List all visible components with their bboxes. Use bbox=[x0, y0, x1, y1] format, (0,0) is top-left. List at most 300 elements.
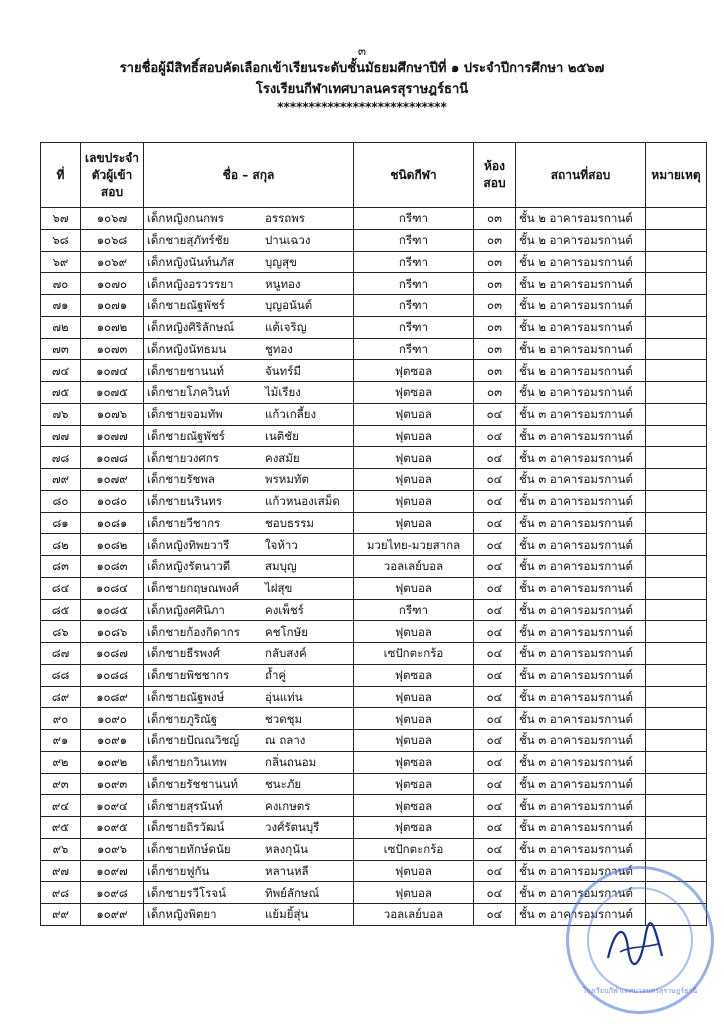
cell-name bbox=[144, 838, 354, 860]
cell-remark bbox=[646, 490, 707, 512]
table-row bbox=[41, 229, 707, 251]
last-name: ชอบธรรม bbox=[265, 515, 314, 530]
cell-exam-id: ๑๐๙๘ bbox=[81, 882, 144, 904]
cell-sport: วอลเลย์บอล bbox=[354, 556, 474, 578]
cell-venue: ชั้น ๓ อาคารอมรกานต์ bbox=[516, 621, 646, 643]
title-divider: *************************** bbox=[277, 100, 447, 114]
table-row bbox=[41, 773, 707, 795]
cell-venue: ชั้น ๒ อาคารอมรกานต์ bbox=[516, 360, 646, 382]
cell-exam-id: ๑๐๖๘ bbox=[81, 229, 144, 251]
first-name: เด็กชายวีชากร bbox=[147, 515, 221, 530]
cell-venue: ชั้น ๓ อาคารอมรกานต์ bbox=[516, 904, 646, 926]
cell-sport: เซปักตะกร้อ bbox=[354, 643, 474, 665]
first-name: เด็กชายธีรพงศ์ bbox=[147, 646, 221, 661]
cell-exam-id: ๑๐๙๑ bbox=[81, 730, 144, 752]
cell-sport: กรีฑา bbox=[354, 273, 474, 295]
cell-name bbox=[144, 904, 354, 926]
table-row bbox=[41, 316, 707, 338]
cell-no: ๘๘ bbox=[41, 664, 81, 686]
cell-remark bbox=[646, 686, 707, 708]
cell-name bbox=[144, 860, 354, 882]
table-row bbox=[41, 904, 707, 926]
cell-no: ๗๘ bbox=[41, 447, 81, 469]
cell-name bbox=[144, 251, 354, 273]
last-name: หลงกุนัน bbox=[265, 842, 308, 857]
cell-room: ๐๔ bbox=[474, 686, 516, 708]
cell-sport: ฟุตบอล bbox=[354, 447, 474, 469]
table-row bbox=[41, 817, 707, 839]
cell-remark bbox=[646, 273, 707, 295]
cell-exam-id: ๑๐๖๗ bbox=[81, 208, 144, 230]
first-name: เด็กชายชานนท์ bbox=[147, 363, 224, 378]
cell-exam-id: ๑๐๗๐ bbox=[81, 273, 144, 295]
cell-remark bbox=[646, 643, 707, 665]
cell-sport: มวยไทย-มวยสากล bbox=[354, 534, 474, 556]
cell-no: ๙๔ bbox=[41, 795, 81, 817]
cell-no: ๙๙ bbox=[41, 904, 81, 926]
cell-exam-id: ๑๐๘๓ bbox=[81, 556, 144, 578]
cell-venue: ชั้น ๓ อาคารอมรกานต์ bbox=[516, 664, 646, 686]
cell-venue: ชั้น ๓ อาคารอมรกานต์ bbox=[516, 556, 646, 578]
table-row bbox=[41, 686, 707, 708]
cell-venue: ชั้น ๓ อาคารอมรกานต์ bbox=[516, 425, 646, 447]
first-name: เด็กชายณัฐพัชร์ bbox=[147, 298, 225, 313]
table-row bbox=[41, 599, 707, 621]
cell-remark bbox=[646, 577, 707, 599]
cell-remark bbox=[646, 382, 707, 404]
cell-sport: กรีฑา bbox=[354, 338, 474, 360]
cell-remark bbox=[646, 904, 707, 926]
header-no: ที่ bbox=[41, 143, 81, 208]
cell-exam-id: ๑๐๘๑ bbox=[81, 512, 144, 534]
last-name: ทิพย์ลักษณ์ bbox=[265, 885, 320, 900]
table-row bbox=[41, 708, 707, 730]
cell-no: ๗๗ bbox=[41, 425, 81, 447]
cell-room: ๐๔ bbox=[474, 490, 516, 512]
cell-remark bbox=[646, 817, 707, 839]
cell-venue: ชั้น ๒ อาคารอมรกานต์ bbox=[516, 229, 646, 251]
cell-name bbox=[144, 447, 354, 469]
cell-sport: ฟุตบอล bbox=[354, 490, 474, 512]
cell-no: ๗๐ bbox=[41, 273, 81, 295]
first-name: เด็กชายณัฐพัชร์ bbox=[147, 428, 225, 443]
cell-exam-id: ๑๐๗๖ bbox=[81, 403, 144, 425]
cell-sport: ฟุตบอล bbox=[354, 860, 474, 882]
cell-exam-id: ๑๐๘๖ bbox=[81, 621, 144, 643]
cell-sport: เซปักตะกร้อ bbox=[354, 838, 474, 860]
cell-remark bbox=[646, 403, 707, 425]
table-row bbox=[41, 860, 707, 882]
cell-name bbox=[144, 708, 354, 730]
cell-venue: ชั้น ๓ อาคารอมรกานต์ bbox=[516, 490, 646, 512]
cell-remark bbox=[646, 751, 707, 773]
cell-venue: ชั้น ๓ อาคารอมรกานต์ bbox=[516, 882, 646, 904]
cell-remark bbox=[646, 621, 707, 643]
table-row bbox=[41, 512, 707, 534]
last-name: ชวดชุม bbox=[265, 711, 303, 726]
signature-mark bbox=[600, 918, 670, 973]
cell-no: ๘๖ bbox=[41, 621, 81, 643]
last-name: เนติชัย bbox=[265, 428, 299, 443]
cell-venue: ชั้น ๒ อาคารอมรกานต์ bbox=[516, 338, 646, 360]
table-row bbox=[41, 382, 707, 404]
table-row bbox=[41, 838, 707, 860]
first-name: เด็กชายภูริณัฐ bbox=[147, 711, 218, 726]
cell-no: ๙๐ bbox=[41, 708, 81, 730]
last-name: ใจห้าว bbox=[265, 537, 298, 552]
header-room: ห้องสอบ bbox=[474, 143, 516, 208]
cell-name bbox=[144, 773, 354, 795]
last-name: คงเกษตร bbox=[265, 798, 311, 813]
first-name: เด็กชายกวินเทพ bbox=[147, 755, 227, 770]
cell-remark bbox=[646, 556, 707, 578]
table-header-row bbox=[41, 143, 707, 208]
cell-room: ๐๔ bbox=[474, 621, 516, 643]
cell-venue: ชั้น ๓ อาคารอมรกานต์ bbox=[516, 403, 646, 425]
cell-room: ๐๓ bbox=[474, 273, 516, 295]
cell-room: ๐๔ bbox=[474, 534, 516, 556]
cell-venue: ชั้น ๓ อาคารอมรกานต์ bbox=[516, 686, 646, 708]
last-name: แก้วเกลี้ยง bbox=[265, 407, 317, 422]
last-name: พรหมทัต bbox=[265, 472, 309, 487]
cell-room: ๐๓ bbox=[474, 338, 516, 360]
cell-no: ๗๔ bbox=[41, 360, 81, 382]
first-name: เด็กหญิงนัทธมน bbox=[147, 341, 227, 356]
cell-exam-id: ๑๐๘๐ bbox=[81, 490, 144, 512]
cell-exam-id: ๑๐๗๗ bbox=[81, 425, 144, 447]
cell-exam-id: ๑๐๘๘ bbox=[81, 664, 144, 686]
first-name: เด็กชายถิรวัฒน์ bbox=[147, 820, 225, 835]
cell-venue: ชั้น ๓ อาคารอมรกานต์ bbox=[516, 795, 646, 817]
cell-room: ๐๔ bbox=[474, 469, 516, 491]
table-row bbox=[41, 882, 707, 904]
table-row bbox=[41, 447, 707, 469]
first-name: เด็กหญิงอรวรรยา bbox=[147, 276, 234, 291]
table-row bbox=[41, 208, 707, 230]
cell-venue: ชั้น ๓ อาคารอมรกานต์ bbox=[516, 708, 646, 730]
first-name: เด็กชายกฤษณพงศ์ bbox=[147, 581, 240, 596]
cell-room: ๐๔ bbox=[474, 751, 516, 773]
table-row bbox=[41, 251, 707, 273]
cell-venue: ชั้น ๓ อาคารอมรกานต์ bbox=[516, 599, 646, 621]
cell-no: ๘๐ bbox=[41, 490, 81, 512]
table-row bbox=[41, 664, 707, 686]
last-name: ชนะภัย bbox=[265, 776, 302, 791]
cell-name bbox=[144, 403, 354, 425]
last-name: คงเพ็ชร์ bbox=[265, 602, 304, 617]
cell-venue: ชั้น ๓ อาคารอมรกานต์ bbox=[516, 773, 646, 795]
first-name: เด็กชายวงศกร bbox=[147, 450, 219, 465]
cell-room: ๐๔ bbox=[474, 773, 516, 795]
cell-sport: กรีฑา bbox=[354, 251, 474, 273]
first-name: เด็กหญิงกนกพร bbox=[147, 211, 224, 226]
cell-remark bbox=[646, 664, 707, 686]
cell-no: ๗๑ bbox=[41, 295, 81, 317]
last-name: ไม้เรียง bbox=[265, 385, 301, 400]
cell-name bbox=[144, 425, 354, 447]
last-name: ถ้ำคู่ bbox=[265, 668, 287, 683]
cell-no: ๗๙ bbox=[41, 469, 81, 491]
cell-sport: วอลเลย์บอล bbox=[354, 904, 474, 926]
first-name: เด็กชายรวีโรจน์ bbox=[147, 885, 226, 900]
cell-room: ๐๓ bbox=[474, 360, 516, 382]
header-sport: ชนิดกีฬา bbox=[354, 143, 474, 208]
cell-name bbox=[144, 512, 354, 534]
last-name: ปานเฉวง bbox=[265, 233, 311, 248]
cell-room: ๐๔ bbox=[474, 730, 516, 752]
cell-venue: ชั้น ๓ อาคารอมรกานต์ bbox=[516, 751, 646, 773]
cell-remark bbox=[646, 295, 707, 317]
cell-name bbox=[144, 208, 354, 230]
cell-no: ๙๗ bbox=[41, 860, 81, 882]
cell-no: ๙๒ bbox=[41, 751, 81, 773]
last-name: หลานหลี bbox=[265, 863, 309, 878]
cell-exam-id: ๑๐๙๖ bbox=[81, 838, 144, 860]
last-name: อรรถพร bbox=[265, 211, 305, 226]
last-name: หนูทอง bbox=[265, 276, 301, 291]
cell-remark bbox=[646, 316, 707, 338]
cell-remark bbox=[646, 229, 707, 251]
cell-exam-id: ๑๐๙๗ bbox=[81, 860, 144, 882]
cell-room: ๐๔ bbox=[474, 904, 516, 926]
cell-no: ๙๕ bbox=[41, 817, 81, 839]
last-name: กลิ่นถนอม bbox=[265, 755, 317, 770]
cell-no: ๗๓ bbox=[41, 338, 81, 360]
cell-name bbox=[144, 534, 354, 556]
cell-sport: กรีฑา bbox=[354, 599, 474, 621]
first-name: เด็กชายฟูกัน bbox=[147, 863, 210, 878]
cell-no: ๘๑ bbox=[41, 512, 81, 534]
cell-name bbox=[144, 338, 354, 360]
cell-name bbox=[144, 621, 354, 643]
last-name: จันทร์มี bbox=[265, 363, 301, 378]
cell-exam-id: ๑๐๙๔ bbox=[81, 795, 144, 817]
cell-exam-id: ๑๐๗๓ bbox=[81, 338, 144, 360]
document-title bbox=[0, 58, 724, 100]
last-name: อุ่นแท่น bbox=[265, 689, 303, 704]
last-name: กลับสงค์ bbox=[265, 646, 307, 661]
cell-no: ๘๕ bbox=[41, 599, 81, 621]
first-name: เด็กหญิงพิตยา bbox=[147, 907, 217, 922]
cell-sport: ฟุตบอล bbox=[354, 512, 474, 534]
cell-name bbox=[144, 469, 354, 491]
cell-name bbox=[144, 882, 354, 904]
cell-room: ๐๓ bbox=[474, 229, 516, 251]
table-row bbox=[41, 577, 707, 599]
cell-exam-id: ๑๐๖๙ bbox=[81, 251, 144, 273]
cell-no: ๘๒ bbox=[41, 534, 81, 556]
table-row bbox=[41, 425, 707, 447]
last-name: ชูทอง bbox=[265, 341, 293, 356]
cell-exam-id: ๑๐๘๔ bbox=[81, 577, 144, 599]
cell-room: ๐๔ bbox=[474, 664, 516, 686]
table-row bbox=[41, 730, 707, 752]
cell-sport: ฟุตซอล bbox=[354, 664, 474, 686]
cell-room: ๐๔ bbox=[474, 425, 516, 447]
first-name: เด็กชายโภควินท์ bbox=[147, 385, 230, 400]
cell-room: ๐๔ bbox=[474, 599, 516, 621]
cell-name bbox=[144, 316, 354, 338]
last-name: แก้วหนองเสม็ด bbox=[265, 494, 340, 509]
table-body bbox=[41, 208, 707, 926]
cell-sport: กรีฑา bbox=[354, 229, 474, 251]
cell-venue: ชั้น ๓ อาคารอมรกานต์ bbox=[516, 577, 646, 599]
table-row bbox=[41, 643, 707, 665]
cell-exam-id: ๑๐๗๑ bbox=[81, 295, 144, 317]
last-name: บุญอนันต์ bbox=[265, 298, 313, 313]
cell-sport: ฟุตบอล bbox=[354, 708, 474, 730]
cell-sport: ฟุตบอล bbox=[354, 425, 474, 447]
cell-no: ๘๗ bbox=[41, 643, 81, 665]
cell-room: ๐๔ bbox=[474, 577, 516, 599]
cell-no: ๖๙ bbox=[41, 251, 81, 273]
table-row bbox=[41, 469, 707, 491]
cell-no: ๙๖ bbox=[41, 838, 81, 860]
first-name: เด็กหญิงนันท์นภัส bbox=[147, 254, 235, 269]
first-name: เด็กชายสุภัทร์ชัย bbox=[147, 233, 230, 248]
cell-room: ๐๔ bbox=[474, 556, 516, 578]
cell-exam-id: ๑๐๙๓ bbox=[81, 773, 144, 795]
cell-venue: ชั้น ๓ อาคารอมรกานต์ bbox=[516, 860, 646, 882]
table-row bbox=[41, 273, 707, 295]
table-row bbox=[41, 556, 707, 578]
cell-exam-id: ๑๐๗๒ bbox=[81, 316, 144, 338]
cell-sport: ฟุตบอล bbox=[354, 882, 474, 904]
table-row bbox=[41, 534, 707, 556]
first-name: เด็กหญิงรัตนาวดี bbox=[147, 559, 231, 574]
last-name: แต้เจริญ bbox=[265, 320, 307, 335]
cell-room: ๐๔ bbox=[474, 860, 516, 882]
cell-no: ๗๕ bbox=[41, 382, 81, 404]
cell-room: ๐๓ bbox=[474, 295, 516, 317]
cell-sport: ฟุตบอล bbox=[354, 686, 474, 708]
first-name: เด็กหญิงทิพยวารี bbox=[147, 537, 230, 552]
cell-exam-id: ๑๐๘๒ bbox=[81, 534, 144, 556]
cell-no: ๙๓ bbox=[41, 773, 81, 795]
cell-sport: ฟุตบอล bbox=[354, 577, 474, 599]
header-name: ชื่อ – สกุล bbox=[144, 143, 354, 208]
cell-name bbox=[144, 295, 354, 317]
cell-no: ๗๒ bbox=[41, 316, 81, 338]
cell-sport: ฟุตซอล bbox=[354, 773, 474, 795]
cell-exam-id: ๑๐๘๕ bbox=[81, 599, 144, 621]
cell-venue: ชั้น ๓ อาคารอมรกานต์ bbox=[516, 447, 646, 469]
cell-venue: ชั้น ๓ อาคารอมรกานต์ bbox=[516, 512, 646, 534]
cell-no: ๖๘ bbox=[41, 229, 81, 251]
cell-remark bbox=[646, 599, 707, 621]
cell-sport: ฟุตซอล bbox=[354, 795, 474, 817]
cell-name bbox=[144, 795, 354, 817]
cell-venue: ชั้น ๓ อาคารอมรกานต์ bbox=[516, 643, 646, 665]
table-row bbox=[41, 795, 707, 817]
last-name: บุญสุข bbox=[265, 254, 297, 269]
title-line-1: รายชื่อผู้มีสิทธิ์สอบคัดเลือกเข้าเรียนระดับชั้นมัธยมศึกษาปีที่ ๑ ประจำปีการศึกษา ๒๕๖๗ bbox=[119, 61, 605, 76]
last-name: คชโกษัย bbox=[265, 624, 308, 639]
cell-venue: ชั้น ๒ อาคารอมรกานต์ bbox=[516, 382, 646, 404]
cell-room: ๐๔ bbox=[474, 708, 516, 730]
cell-remark bbox=[646, 360, 707, 382]
cell-venue: ชั้น ๓ อาคารอมรกานต์ bbox=[516, 838, 646, 860]
cell-remark bbox=[646, 860, 707, 882]
cell-exam-id: ๑๐๙๕ bbox=[81, 817, 144, 839]
cell-sport: ฟุตบอล bbox=[354, 403, 474, 425]
cell-remark bbox=[646, 469, 707, 491]
cell-name bbox=[144, 382, 354, 404]
cell-venue: ชั้น ๒ อาคารอมรกานต์ bbox=[516, 208, 646, 230]
cell-remark bbox=[646, 730, 707, 752]
last-name: แย้มยิ้สุ่น bbox=[265, 907, 309, 922]
cell-name bbox=[144, 751, 354, 773]
first-name: เด็กชายจอมทัพ bbox=[147, 407, 223, 422]
cell-name bbox=[144, 643, 354, 665]
cell-remark bbox=[646, 534, 707, 556]
cell-venue: ชั้น ๒ อาคารอมรกานต์ bbox=[516, 316, 646, 338]
cell-remark bbox=[646, 882, 707, 904]
first-name: เด็กหญิงศิริลักษณ์ bbox=[147, 320, 235, 335]
cell-sport: ฟุตบอล bbox=[354, 730, 474, 752]
cell-exam-id: ๑๐๗๙ bbox=[81, 469, 144, 491]
seal-text: โรงเรียนกีฬาเทศบาลนครสุราษฎร์ธานี bbox=[582, 987, 698, 995]
cell-room: ๐๔ bbox=[474, 447, 516, 469]
cell-room: ๐๓ bbox=[474, 208, 516, 230]
cell-exam-id: ๑๐๙๒ bbox=[81, 751, 144, 773]
cell-name bbox=[144, 599, 354, 621]
cell-no: ๗๖ bbox=[41, 403, 81, 425]
table-row bbox=[41, 360, 707, 382]
last-name: สมบุญ bbox=[265, 559, 297, 574]
cell-remark bbox=[646, 512, 707, 534]
header-remark: หมายเหตุ bbox=[646, 143, 707, 208]
first-name: เด็กชายสุรนันท์ bbox=[147, 798, 223, 813]
cell-remark bbox=[646, 208, 707, 230]
cell-name bbox=[144, 360, 354, 382]
cell-name bbox=[144, 686, 354, 708]
cell-sport: กรีฑา bbox=[354, 295, 474, 317]
cell-venue: ชั้น ๓ อาคารอมรกานต์ bbox=[516, 534, 646, 556]
cell-sport: ฟุตซอล bbox=[354, 382, 474, 404]
cell-remark bbox=[646, 795, 707, 817]
cell-no: ๘๓ bbox=[41, 556, 81, 578]
cell-name bbox=[144, 664, 354, 686]
cell-remark bbox=[646, 773, 707, 795]
last-name: วงศ์รัตนบุรี bbox=[265, 820, 320, 835]
table-row bbox=[41, 338, 707, 360]
cell-name bbox=[144, 577, 354, 599]
first-name: เด็กชายปัณณวิชญ์ bbox=[147, 733, 240, 748]
cell-exam-id: ๑๐๙๙ bbox=[81, 904, 144, 926]
cell-room: ๐๔ bbox=[474, 403, 516, 425]
cell-name bbox=[144, 229, 354, 251]
last-name: ณ ถลาง bbox=[265, 733, 306, 748]
cell-remark bbox=[646, 338, 707, 360]
cell-name bbox=[144, 817, 354, 839]
cell-venue: ชั้น ๒ อาคารอมรกานต์ bbox=[516, 295, 646, 317]
cell-no: ๙๘ bbox=[41, 882, 81, 904]
candidate-table bbox=[40, 142, 707, 926]
table-row bbox=[41, 751, 707, 773]
cell-exam-id: ๑๐๙๐ bbox=[81, 708, 144, 730]
cell-name bbox=[144, 556, 354, 578]
cell-remark bbox=[646, 447, 707, 469]
cell-sport: กรีฑา bbox=[354, 316, 474, 338]
cell-exam-id: ๑๐๘๙ bbox=[81, 686, 144, 708]
cell-venue: ชั้น ๓ อาคารอมรกานต์ bbox=[516, 469, 646, 491]
cell-no: ๙๑ bbox=[41, 730, 81, 752]
cell-room: ๐๔ bbox=[474, 512, 516, 534]
cell-remark bbox=[646, 425, 707, 447]
header-venue: สถานที่สอบ bbox=[516, 143, 646, 208]
cell-room: ๐๓ bbox=[474, 316, 516, 338]
